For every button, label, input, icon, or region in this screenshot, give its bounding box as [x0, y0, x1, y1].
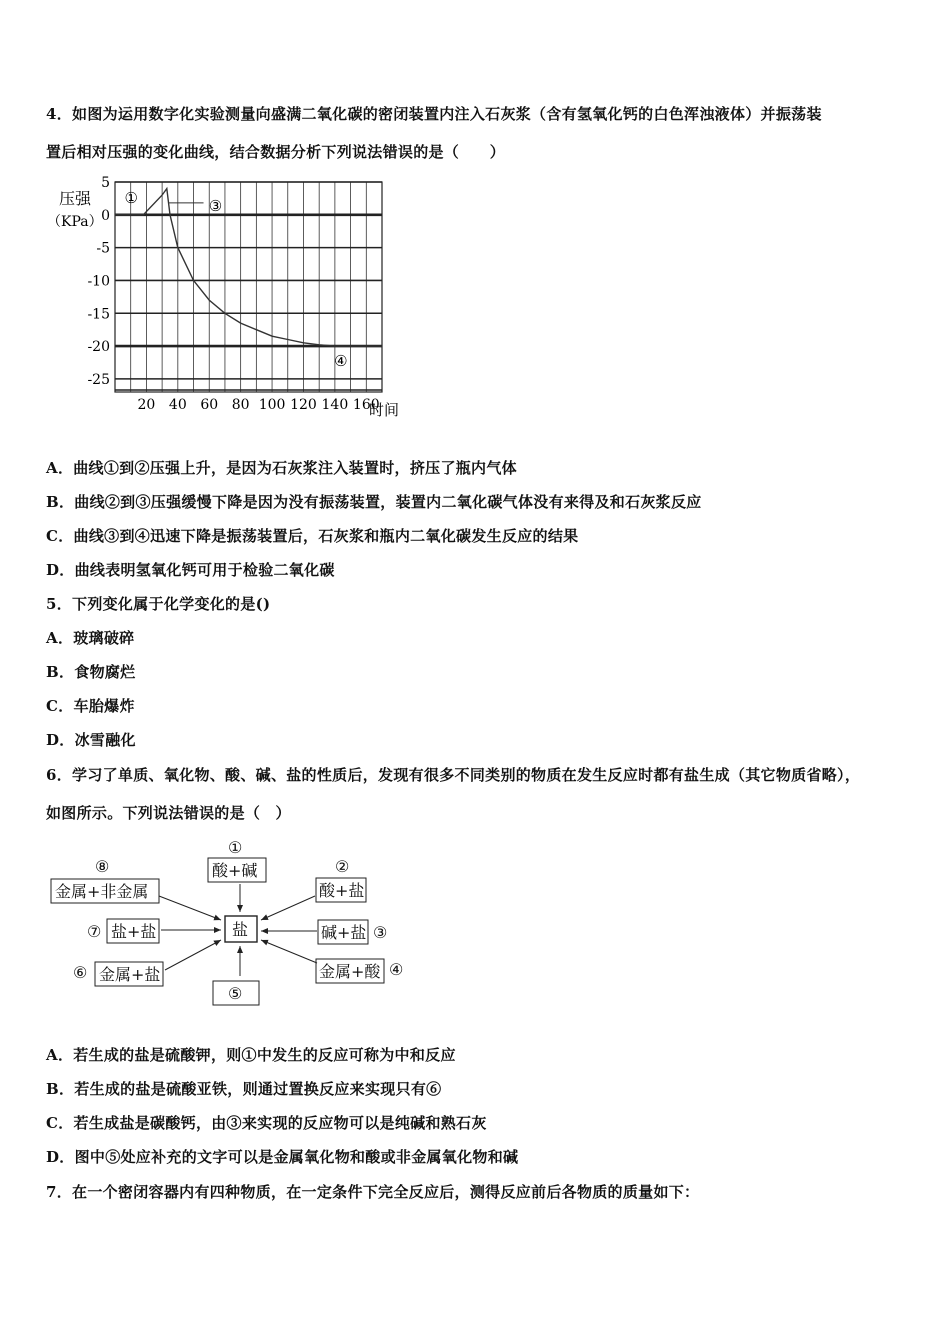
q7-stem: 7．在一个密闭容器内有四种物质，在一定条件下完全反应后，测得反应前后各物质的质量如下：	[46, 1183, 700, 1201]
chart-point-label: ①	[124, 188, 138, 207]
node4-number: ④	[389, 960, 404, 979]
node6-number: ⑥	[73, 963, 88, 982]
x-tick-label: 20	[137, 397, 156, 413]
node2-label: 酸+盐	[319, 881, 365, 900]
q6-stem-line1: 6．学习了单质、氧化物、酸、碱、盐的性质后，发现有很多不同类别的物质在发生反应时都有盐生成（其它物质省略），	[46, 766, 861, 784]
center-label: 盐	[232, 920, 249, 939]
q4-option-d: D．曲线表明氢氧化钙可用于检验二氧化碳	[46, 561, 335, 579]
x-tick-label: 120	[290, 397, 317, 413]
y-tick-label: -10	[87, 273, 110, 290]
node7-label: 盐+盐	[111, 922, 157, 941]
chart-point-label: ③	[208, 196, 223, 215]
q4-option-c: C．曲线③到④迅速下降是振荡装置后，石灰浆和瓶内二氧化碳发生反应的结果	[46, 527, 579, 545]
q5-option-c: C．车胎爆炸	[46, 697, 135, 715]
node1-number: ①	[228, 838, 243, 857]
q5-stem: 5．下列变化属于化学变化的是()	[46, 595, 271, 613]
node3-label: 碱+盐	[321, 923, 367, 942]
q4-stem-line2: 置后相对压强的变化曲线，结合数据分析下列说法错误的是（ ）	[46, 143, 506, 161]
x-tick-label: 80	[231, 397, 250, 413]
q4-stem-line1: 4．如图为运用数字化实验测量向盛满二氧化碳的密闭装置内注入石灰浆（含有氢氧化钙的白色浑浊液体）并振荡装	[46, 105, 822, 123]
chart-xlabel: 时间	[369, 401, 400, 419]
arrow6	[165, 940, 221, 970]
x-tick-label: 60	[200, 397, 219, 413]
y-tick-label: 5	[101, 175, 110, 191]
y-tick-label: -25	[87, 371, 110, 388]
y-tick-label: -15	[87, 306, 110, 323]
x-tick-label: 160	[352, 397, 380, 413]
y-tick-label: -20	[87, 339, 110, 356]
q4-option-a: A．曲线①到②压强上升，是因为石灰浆注入装置时，挤压了瓶内气体	[46, 459, 517, 477]
node5-number: ⑤	[228, 984, 243, 1003]
node7-number: ⑦	[87, 922, 102, 941]
node3-number: ③	[373, 923, 388, 942]
q5-option-d: D．冰雪融化	[46, 731, 136, 749]
arrow2	[261, 896, 315, 920]
x-tick-label: 100	[258, 397, 286, 413]
node8-label: 金属+非金属	[55, 882, 149, 901]
y-tick-label: -5	[96, 240, 110, 257]
node4-label: 金属+酸	[319, 962, 381, 981]
q6-option-c: C．若生成盐是碳酸钙，由③来实现的反应物可以是纯碱和熟石灰	[46, 1114, 487, 1132]
node8-number: ⑧	[95, 857, 110, 876]
chart-ylabel-line1: 压强	[59, 189, 92, 208]
pressure-chart	[45, 172, 405, 422]
q5-option-a: A．玻璃破碎	[46, 629, 135, 647]
arrow4	[261, 940, 317, 963]
chart-ylabel-line2: （KPa）	[47, 214, 103, 230]
x-tick-label: 40	[168, 397, 187, 413]
q6-option-d: D．图中⑤处应补充的文字可以是金属氧化物和酸或非金属氧化物和碱	[46, 1148, 519, 1166]
q5-option-b: B．食物腐烂	[46, 663, 136, 681]
x-tick-label: 140	[321, 397, 349, 413]
node6-label: 金属+盐	[99, 965, 161, 984]
q6-option-b: B．若生成的盐是硫酸亚铁，则通过置换反应来实现只有⑥	[46, 1080, 442, 1098]
q6-stem-line2: 如图所示。下列说法错误的是（ ）	[46, 804, 291, 822]
q6-option-a: A．若生成的盐是硫酸钾，则①中发生的反应可称为中和反应	[46, 1046, 456, 1064]
pressure-curve	[115, 189, 382, 347]
node1-label: 酸+碱	[212, 861, 258, 880]
arrow8	[159, 896, 221, 920]
q4-option-b: B．曲线②到③压强缓慢下降是因为没有振荡装置，装置内二氧化碳气体没有来得及和石灰浆反应	[46, 493, 702, 511]
y-tick-label: 0	[101, 207, 110, 224]
salt-diagram	[45, 836, 415, 1011]
node2-number: ②	[335, 857, 350, 876]
chart-point-label: ④	[334, 352, 348, 371]
